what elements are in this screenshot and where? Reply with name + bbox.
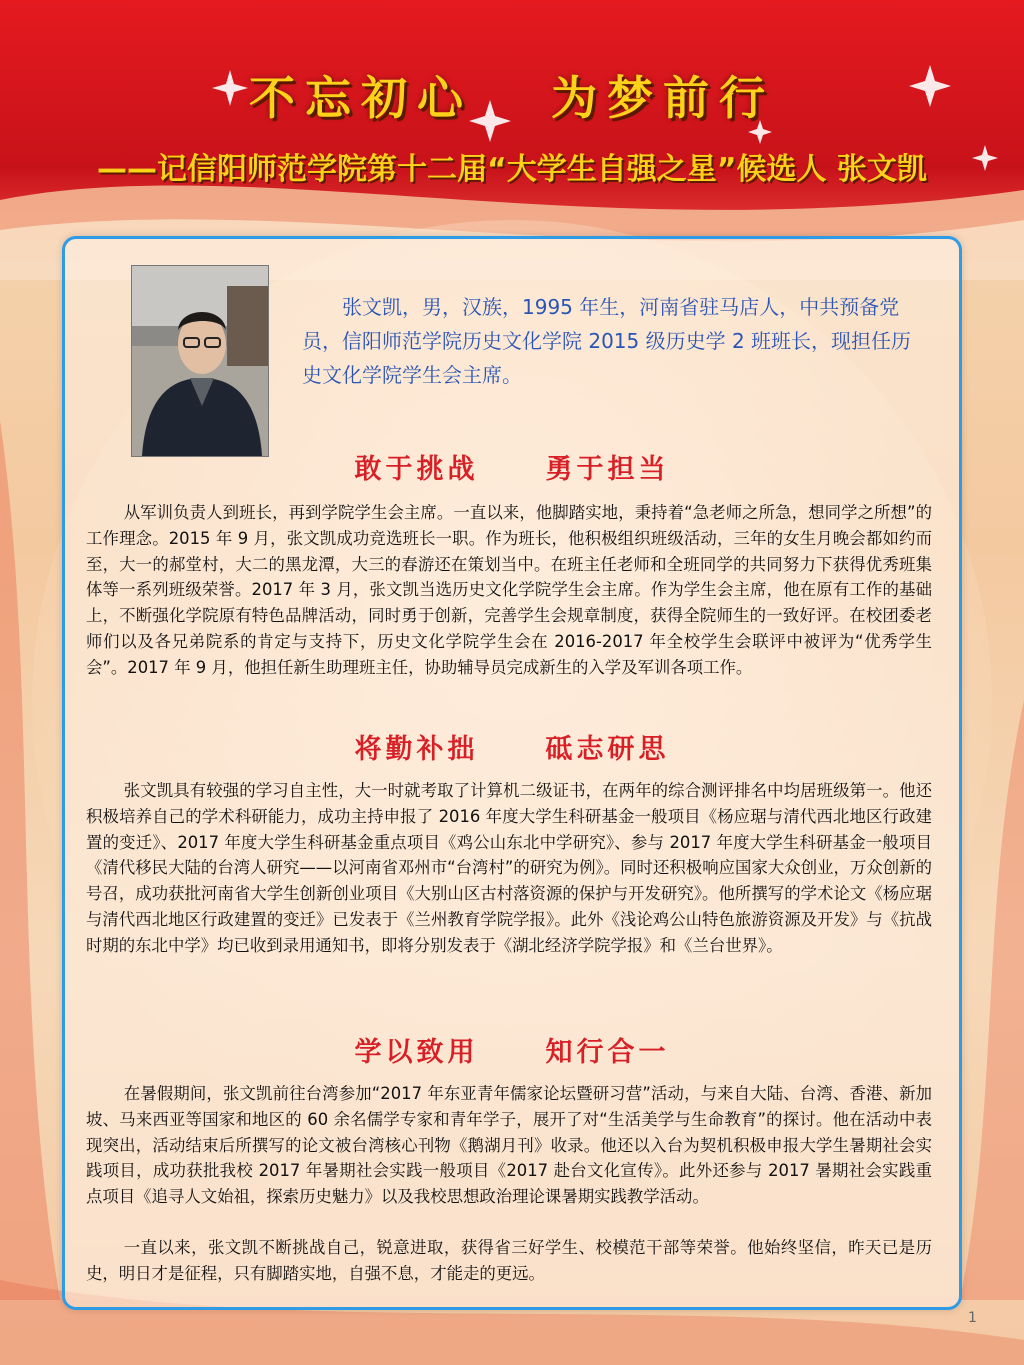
page-header: [0, 0, 1024, 240]
section-paragraph: 从军训负责人到班长，再到学院学生会主席。一直以来，他脚踏实地，秉持着“急老师之所急，想同学之所想”的工作理念。2015 年 9 月，张文凯成功竞选班长一职。作为班长，他积极组织班级活动，三年的女生月晚会都如约而至，大一的郝堂村，大二的黑龙潭，大三的春游还在策划当中。在班主任老师和全班同学的共同努力下获得优秀班集体等一系列班级荣誉。2017 年 3 月，张文凯当选历史文化学院学生会主席。作为学生会主席，他在原有工作的基础上，不断强化学院原有特色品牌活动，同时勇于创新，完善学生会规章制度，获得全院师生的一致好评。在校团委老师们以及各兄弟院系的肯定与支持下，历史文化学院学生会在 2016-2017 年全校学生会联评中被评为“优秀学生会”。2017 年 9 月，他担任新生助理班主任，协助辅导员完成新生的入学及军训各项工作。: [86, 503, 932, 677]
page-subtitle: ——记信阳师范学院第十二届“大学生自强之星”候选人 张文凯: [97, 152, 927, 187]
intro-paragraph: 张文凯，男，汉族，1995 年生，河南省驻马店人，中共预备党员，信阳师范学院历史文化学院 2015 级历史学 2 班班长，现担任历史文化学院学生会主席。: [302, 295, 912, 387]
section-title-practice: 学以致用 知行合一: [354, 1037, 670, 1068]
page-number: 1: [968, 1310, 977, 1326]
closing-paragraph: 一直以来，张文凯不断挑战自己，锐意进取，获得省三好学生、校模范干部等荣誉。他始终坚信，昨天已是历史，明日才是征程，只有脚踏实地，自强不息，才能走的更远。: [86, 1238, 932, 1283]
section-paragraph: 张文凯具有较强的学习自主性，大一时就考取了计算机二级证书，在两年的综合测评排名中均居班级第一。他还积极培养自己的学术科研能力，成功主持申报了 2016 年度大学生科研基金一般项目《杨应琚与清代西北地区行政建置的变迁》、2017 年度大学生科研基金重点项目《鸡公山东北中学研究》、参与 2017 年度大学生科研基金一般项目《清代移民大陆的台湾人研究——以河南省邓州市“台湾村”的研究为例》。同时还积极响应国家大众创业，万众创新的号召，成功获批河南省大学生创新创业项目《大别山区古村落资源的保护与开发研究》。他所撰写的学术论文《杨应琚与清代西北地区行政建置的变迁》已发表于《兰州教育学院学报》。此外《浅论鸡公山特色旅游资源及开发》与《抗战时期的东北中学》均已收到录用通知书，即将分别发表于《湖北经济学院学报》和《兰台世界》。: [86, 781, 932, 955]
section-title-study: 将勤补拙 砥志研思: [354, 734, 670, 765]
section-title-challenge: 敢于挑战 勇于担当: [354, 454, 670, 485]
portrait-photo: [131, 265, 269, 457]
page-title: 不忘初心 为梦前行: [248, 71, 776, 125]
section-paragraph: 在暑假期间，张文凯前往台湾参加“2017 年东亚青年儒家论坛暨研习营”活动，与来自大陆、台湾、香港、新加坡、马来西亚等国家和地区的 60 余名儒学专家和青年学子，展开了对“生活美学与生命教育”的探讨。他在活动中表现突出，活动结束后所撰写的论文被台湾核心刊物《鹅湖月刊》收录。他还以入台为契机积极申报大学生暑期社会实践项目，成功获批我校 2017 年暑期社会实践一般项目《2017 赴台文化宣传》。此外还参与 2017 暑期社会实践重点项目《追寻人文始祖，探索历史魅力》以及我校思想政治理论课暑期实践教学活动。: [86, 1084, 932, 1207]
